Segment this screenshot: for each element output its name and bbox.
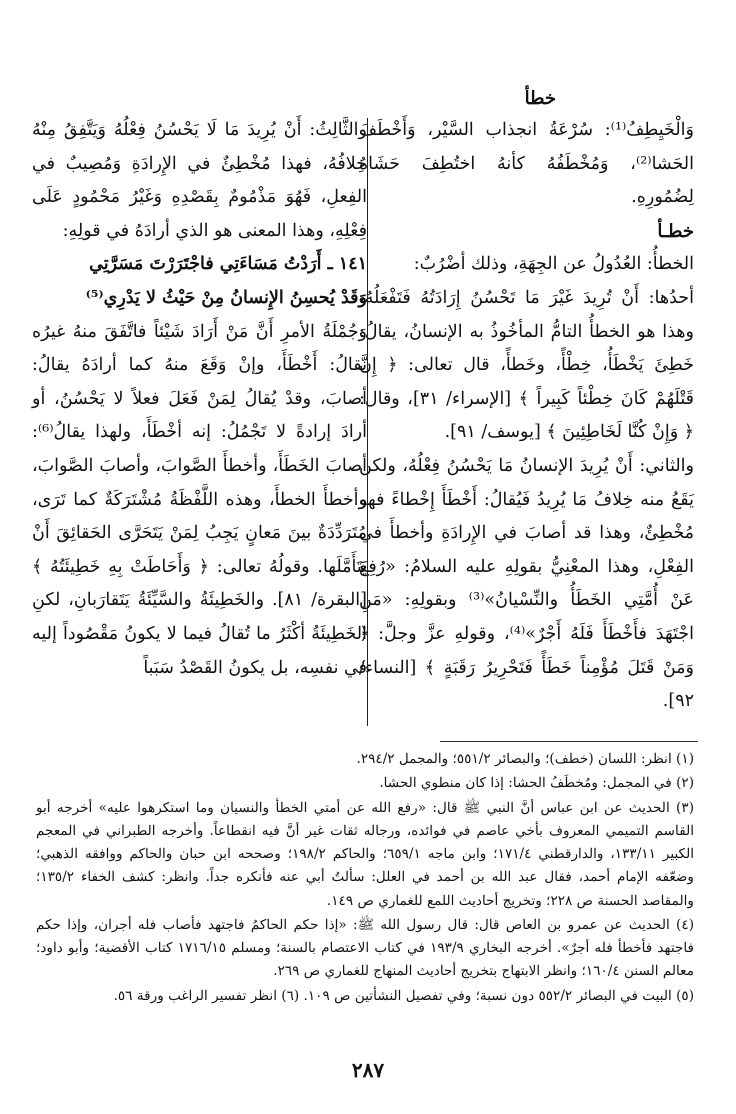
paragraph: والثاني: أَنْ يُرِيدَ الإنسانُ مَا يَحْسُنُ فِعْلُهُ، ولكن يَقَعُ منه خِلافُ مَا يُرِيدُ فَيُقالُ: أَخْطَأَ إِخْطاءً فهو مُخْطِئٌ، وهذا قد أصابَ في الإِرادَةِ وأخطأَ في الفِعْلِ، وهذا المعْنِيُّ بقولِهِ عليه السلامُ: «رُفِعَ عَنْ أُمَّتِي الخَطَأُ والنِّسْيانُ»⁽³⁾ وبقولِهِ: «مَنِ اجْتَهَدَ فأَخْطَأَ فَلَهُ أَجْرٌ»⁽⁴⁾، وقولهِ عزَّ وجلَّ: ﴿ وَمَنْ قَتَلَ مُؤْمِناً خَطَأً فَتَحْرِيرُ رَقَبَةٍ ﴾ [النساء/ ٩٢]. [359, 455, 694, 712]
footnote: (٣) الحديث عن ابن عباس أنَّ النبي ﷺ قال: «رفع الله عن أمتي الخطأ والنسيان وما استكرهوا عليه» أخرجه أبو القاسم التميمي المعروف بأخي عاصم في فوائده، ورجاله ثقات غير أنَّ فيه انقطاعاً. وأخرجه الطبراني في المعجم الكبير ١٣٣/١١، والدارقطني ١٧١/٤؛ وابن ماجه ٦٥٩/١؛ والحاكم ١٩٨/٢؛ وصححه ابن حبان والحاكم ووافقه الذهبي؛ وضعّفه الإمام أحمد، فقال عبد الله بن أحمد في العلل: سألتُ أبي عنه فأنكره جداً. وانظر: كشف الخفاء ١٣٥/٢؛ والمقاصد الحسنة ص ٢٢٨؛ وتخريج أحاديث اللمع للغماري ص ١٤٩. [36, 799, 694, 909]
right-column [359, 114, 694, 719]
footnote: (٤) الحديث عن عمرو بن العاص قال: قال رسول الله ﷺ: «إذا حكم الحاكمُ فاجتهد فأصاب فله أجران، وإذا حكم فاجتهد فأخطأ فله أجرٌ». أخرجه البخاري ١٩٣/٩ في كتاب الاعتصام بالسنة؛ ومسلم ١٧١٦/١٥ كتاب الأقضية؛ وأبو داود؛ معالم السنن ١٦٠/٤؛ وانظر الابتهاج بتخريج أحاديث المنهاج للغماري ص ٢٦٩. [36, 916, 694, 980]
page-number: ٢٨٧ [351, 1058, 385, 1082]
paragraph: والثَّالِثُ: أَنْ يُرِيدَ مَا لَا يَحْسُنُ فِعْلُهُ وَيَتَّفِقُ مِنْهُ خِلافُهُ، فهذا مُخْطِئٌ في الإِرادَةِ وَمُصِيبٌ في الفِعلِ، فَهُوَ مَذْمُومٌ بِقَصْدِهِ وَغَيْرُ مَحْمُودٍ عَلَى فِعْلِهِ، وهذا المعنى هو الذي أرادَهُ في قولِهِ: [32, 120, 367, 241]
left-column [32, 114, 367, 685]
footnote: (١) انظر: اللسان (خطف)؛ والبصائر ٥٥١/٢؛ والمجمل ٢٩٤/٢. [356, 751, 694, 767]
poem-verse: وَقَدْ يُحسِنُ الإِنسانُ مِنْ حَيْثُ لا يَدْرِي⁽⁵⁾ [85, 287, 367, 308]
footnote: (٢) في المجمل: ومُخطَفُ الحشا: إذا كان منطوي الحشا. [379, 775, 694, 792]
paragraph: أحدُها: أَنْ تُرِيدَ غَيْرَ مَا تَحْسُنُ إِرَادَتُهُ فَتَفْعَلُهُ، وهذا هو الخطأُ التامُّ المأخُوذُ به الإنسانُ، يقالُ: خَطِئَ يَخْطَأُ، خِطْأً، وخَطأً، قال تعالى: ﴿ إِنَّ قَتْلَهُمْ كَانَ خِطْئاً كَبِيراً ﴾ [الإسراء/ ٣١]، وقال: ﴿ وَإِنْ كُنَّا لَخَاطِئِينَ ﴾ [يوسف/ ٩١]. [359, 287, 694, 443]
paragraph: وَالْخَيِطِفُ⁽¹⁾: سُرْعَةُ انجذاب السَّيْر، وَأَخْطَفَ الحَشا⁽²⁾، وَمُخْطَفُهُ كأنهُ اختُطِفَ حَشَاهُ لِضُمُورِهِ. [359, 120, 694, 208]
column-divider [367, 118, 368, 726]
paragraph: وَجُمْلَةُ الأمرِ أَنَّ مَنْ أَرَادَ شَيْئاً فاتَّفَقَ منهُ غيرُه يقالُ: أَخْطَأَ، وإنْ وَقَعَ منهُ كما أرادَهُ يقالُ: أصابَ، وقدْ يُقالُ لِمَنْ فَعَلَ فعلاً لا يَحْسُنُ، أو أرادَ إرادةً لا تَجْمُلُ: إنه أخْطَأَ، ولهذا يقالُ⁽⁶⁾: أصابَ الخَطَأَ، وأخطأَ الصَّوابَ، وأصابَ الصَّوابَ، وأخطأَ الخطأَ، وهذه اللَّفْظَةُ مُشْتَرَكَةٌ كما تَرَى، مُتَرَدِّدَةٌ بينَ مَعانٍ يَجِبُ لِمَنْ يَتَحَرَّى الحَقائِقَ أَنْ يَتَأَمَّلَها. وقولُهُ تعالى: ﴿ وَأَحَاطَتْ بِهِ خَطِيئَتُهُ ﴾ [البقرة/ ٨١]. والخَطِيئَةُ والسَّيِّئَةُ يَتَقارَبانِ، لكنِ الخَطِيئَةُ أكْثَرُ ما تُقالُ فيما لا يكونُ مَقْصُوداً إليه في نفسِه، بل يكونُ القَصْدُ سَبَباً [32, 321, 367, 678]
paragraph: الخطأُ: العُدُولُ عن الجِهَةِ، وذلك أضْرُبٌ: [413, 254, 694, 275]
footnotes [36, 748, 694, 1009]
footnote: (٥) البيت في البصائر ٥٥٢/٢ دون نسبة؛ وفي تفصيل النشأتين ص ١٠٩. (٦) انظر تفسير الراغب ورقة ٥٦. [113, 987, 694, 1004]
poem-verse: ١٤١ ـ أَرَدْتُ مَسَاءَتِي فاجْتَرَرْتَ مَسَرَّتِي [89, 254, 367, 275]
footnote-separator [440, 741, 698, 742]
running-header: خطأ [524, 88, 556, 109]
entry-heading: خطـأ [657, 220, 694, 242]
